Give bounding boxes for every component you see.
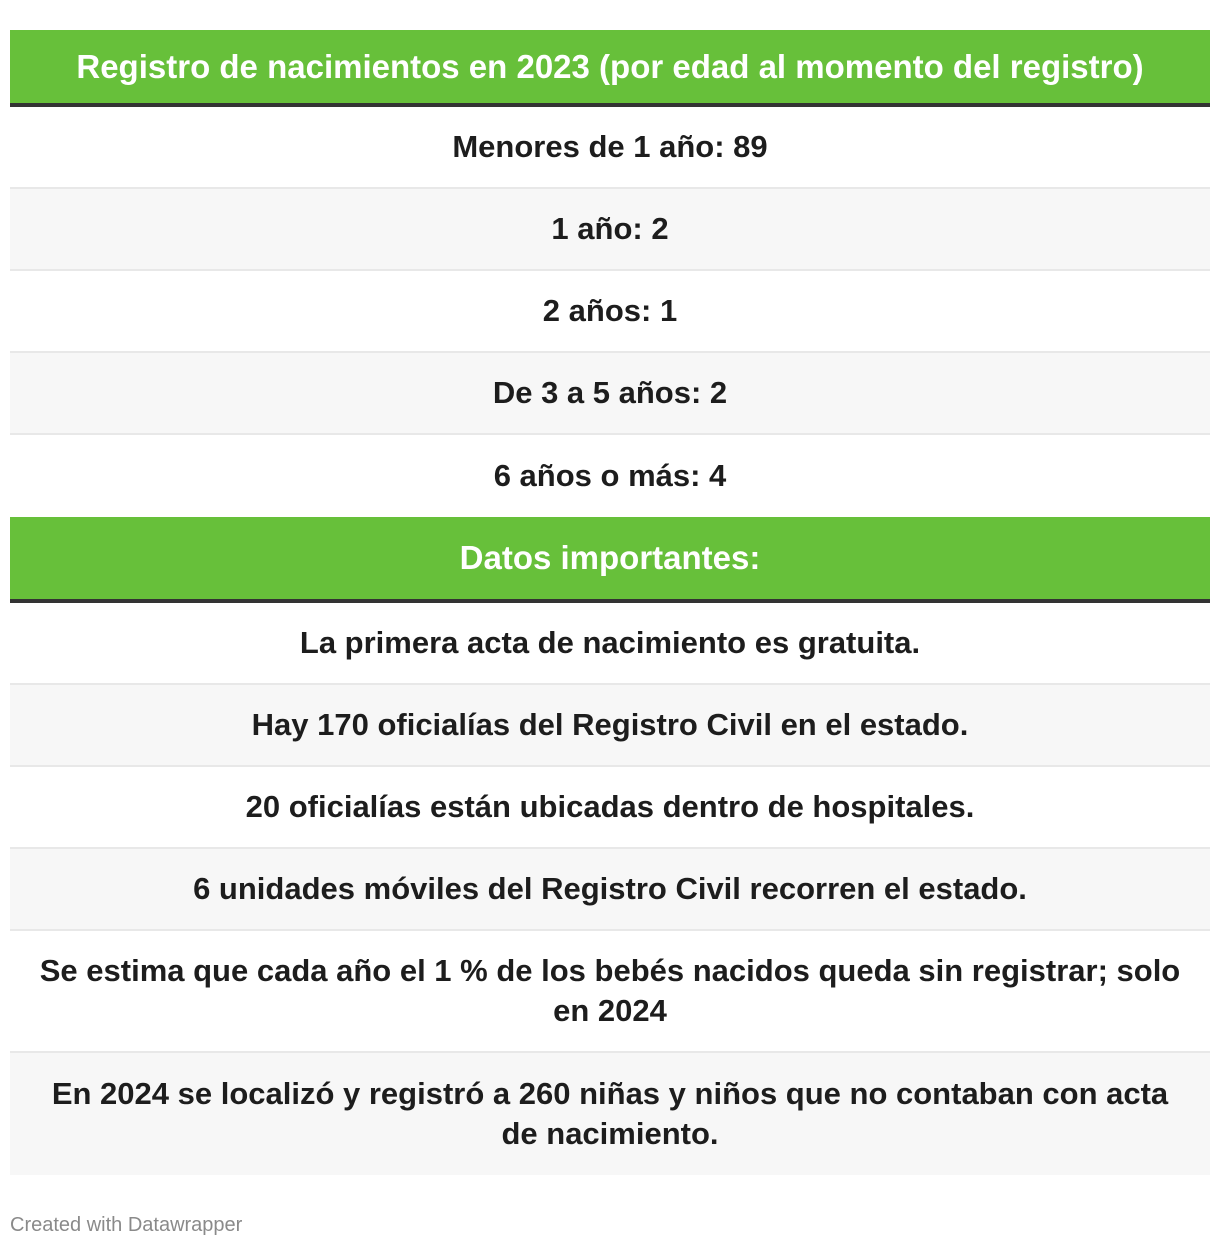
table-row: Menores de 1 año: 89 (10, 107, 1210, 189)
table-row: 2 años: 1 (10, 271, 1210, 353)
table-row: En 2024 se localizó y registró a 260 niñas y niños que no contaban con acta de nacimiento. (10, 1053, 1210, 1175)
data-table (10, 30, 1210, 1175)
table-row: Hay 170 oficialías del Registro Civil en el estado. (10, 685, 1210, 767)
table-header-facts: Datos importantes: (10, 517, 1210, 603)
table-row: De 3 a 5 años: 2 (10, 353, 1210, 435)
table-row: 6 años o más: 4 (10, 435, 1210, 517)
table-header-births: Registro de nacimientos en 2023 (por edad al momento del registro) (10, 30, 1210, 107)
table-row: 20 oficialías están ubicadas dentro de hospitales. (10, 767, 1210, 849)
table-row: 1 año: 2 (10, 189, 1210, 271)
table-row: La primera acta de nacimiento es gratuita. (10, 603, 1210, 685)
table-row: 6 unidades móviles del Registro Civil recorren el estado. (10, 849, 1210, 931)
table-row: Se estima que cada año el 1 % de los bebés nacidos queda sin registrar; solo en 2024 (10, 931, 1210, 1053)
datawrapper-credit: Created with Datawrapper (10, 1214, 243, 1236)
